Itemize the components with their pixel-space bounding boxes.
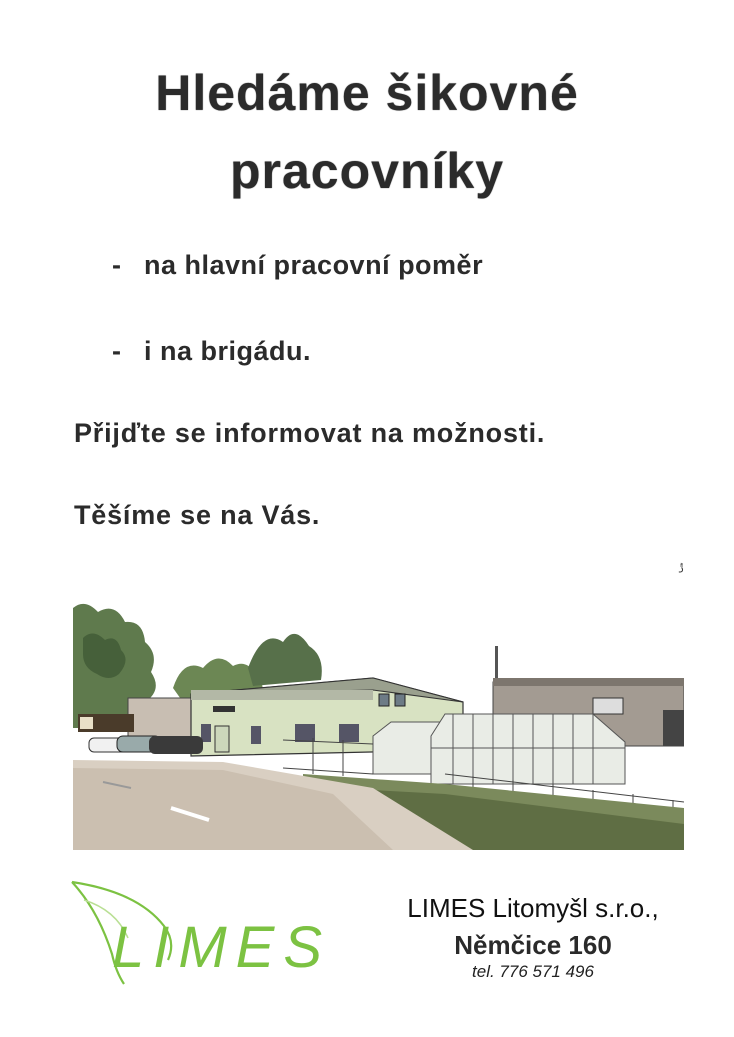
bullet-text: i na brigádu. (144, 336, 312, 366)
heading-line-1: Hledáme šikovné (155, 65, 579, 121)
limes-logo (68, 880, 348, 990)
logo-text: LIMES (112, 915, 332, 980)
greeting-text: Těšíme se na Vás. (74, 500, 321, 530)
company-address: Němčice 160 (454, 930, 612, 960)
info-text: Přijďte se informovat na možnosti. (74, 418, 546, 448)
company-name: LIMES Litomyšl s.r.o., (407, 893, 659, 923)
scan-mark: ݱ (678, 562, 684, 573)
bullet-dash: - (112, 336, 122, 366)
company-building-photo (73, 598, 684, 850)
bullet-item-full-time (112, 250, 483, 281)
bullet-dash: - (112, 250, 122, 280)
bullet-item-part-time (112, 336, 311, 367)
car-icon (89, 736, 203, 754)
bullet-text: na hlavní pracovní poměr (144, 250, 484, 280)
greenhouse-icon (373, 714, 625, 784)
company-phone: tel. 776 571 496 (472, 962, 594, 981)
heading-line-2: pracovníky (229, 143, 504, 199)
